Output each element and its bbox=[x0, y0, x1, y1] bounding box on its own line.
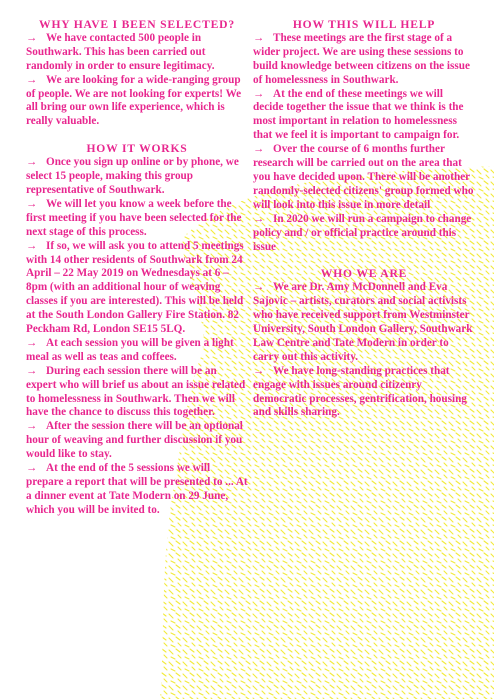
arrow-icon: → bbox=[253, 281, 265, 294]
arrow-icon: → bbox=[26, 239, 38, 252]
arrow-icon: → bbox=[26, 420, 38, 433]
arrow-icon: → bbox=[253, 212, 265, 225]
paragraph: → At the end of the 5 sessions we will prepare a report that will be presented to ... At a dinner event at Tate Modern on 29 June, which you will be invited to. bbox=[26, 462, 248, 516]
left-column bbox=[26, 18, 248, 518]
paragraph: → At the end of these meetings we will decide together the issue that we think is the most important in relation to homelessness that we feel it is important to campaign for. bbox=[253, 87, 464, 142]
paragraph: → After the session there will be an optional hour of weaving and further discussion if you would like to stay. bbox=[26, 420, 243, 461]
heading-how-it-works: HOW IT WORKS bbox=[86, 142, 188, 156]
arrow-icon: → bbox=[26, 197, 38, 210]
heading-how-this-will-help: HOW THIS WILL HELP bbox=[292, 18, 436, 31]
paragraph: → These meetings are the first stage of a wider project. We are using these sessions to build knowledge between citizens on the issue of homelessness in Southwark. bbox=[253, 31, 470, 86]
paragraph: → We are Dr. Amy McDonnell and Eva Sajovic – artists, curators and social activists who have received support from Westminster University, South London Gallery, Southwark Law Centre and Tate Modern in order to carry out this activity. bbox=[253, 281, 473, 363]
paragraph: → Once you sign up online or by phone, we select 15 people, making this group representative of Southwark. bbox=[26, 156, 239, 196]
section-how-it-works bbox=[26, 142, 248, 517]
arrow-icon: → bbox=[26, 336, 38, 349]
paragraph: → We are looking for a wide-ranging group of people. We are not looking for experts! We all bring our own life experience, which is really valuable. bbox=[26, 73, 242, 128]
paragraph: → During each session there will be an expert who will brief us about an issue related to homelessness in Southwark. Then we will have the chance to discuss this together. bbox=[26, 364, 246, 419]
arrow-icon: → bbox=[253, 364, 265, 377]
section-how-this-will-help bbox=[253, 18, 475, 254]
paragraph: → If so, we will ask you to attend 5 meetings with 14 other residents of Southwark from 24 April – 22 May 2019 on Wednesdays at 6 – 8pm (with an additional hour of weaving classes if you are interested). This will be held at the South London Gallery Fire Station. 82 Peckham Rd, London SE15 5LQ. bbox=[26, 239, 244, 336]
paragraph: → We have contacted 500 people in Southwark. This has been carried out randomly in order to ensure legitimacy. bbox=[26, 31, 215, 72]
paragraph: → At each session you will be given a light meal as well as teas and coffees. bbox=[26, 336, 234, 363]
arrow-icon: → bbox=[26, 364, 38, 377]
section-who-we-are bbox=[253, 267, 475, 420]
arrow-icon: → bbox=[253, 87, 265, 100]
paragraph: → In 2020 we will run a campaign to change policy and / or official practice around this issue bbox=[253, 212, 472, 253]
arrow-icon: → bbox=[26, 156, 38, 169]
arrow-icon: → bbox=[253, 31, 265, 44]
heading-why-selected: WHY HAVE I BEEN SELECTED? bbox=[39, 18, 235, 31]
right-column bbox=[253, 18, 475, 420]
paragraph: → Over the course of 6 months further research will be carried out on the area that you have decided upon. There will be another randomly-selected citizens' group formed who will look into this issue in more detail bbox=[253, 143, 474, 211]
arrow-icon: → bbox=[26, 73, 38, 86]
arrow-icon: → bbox=[26, 462, 38, 475]
paragraph: → We will let you know a week before the first meeting if you have been selected for the next stage of this process. bbox=[26, 197, 242, 238]
paragraph: → We have long-standing practices that engage with issues around citizenry democratic processes, gentrification, housing and skills sharing. bbox=[253, 364, 467, 419]
section-why-selected bbox=[26, 18, 248, 129]
heading-who-we-are: WHO WE ARE bbox=[320, 267, 408, 281]
arrow-icon: → bbox=[253, 143, 265, 156]
arrow-icon: → bbox=[26, 31, 38, 44]
